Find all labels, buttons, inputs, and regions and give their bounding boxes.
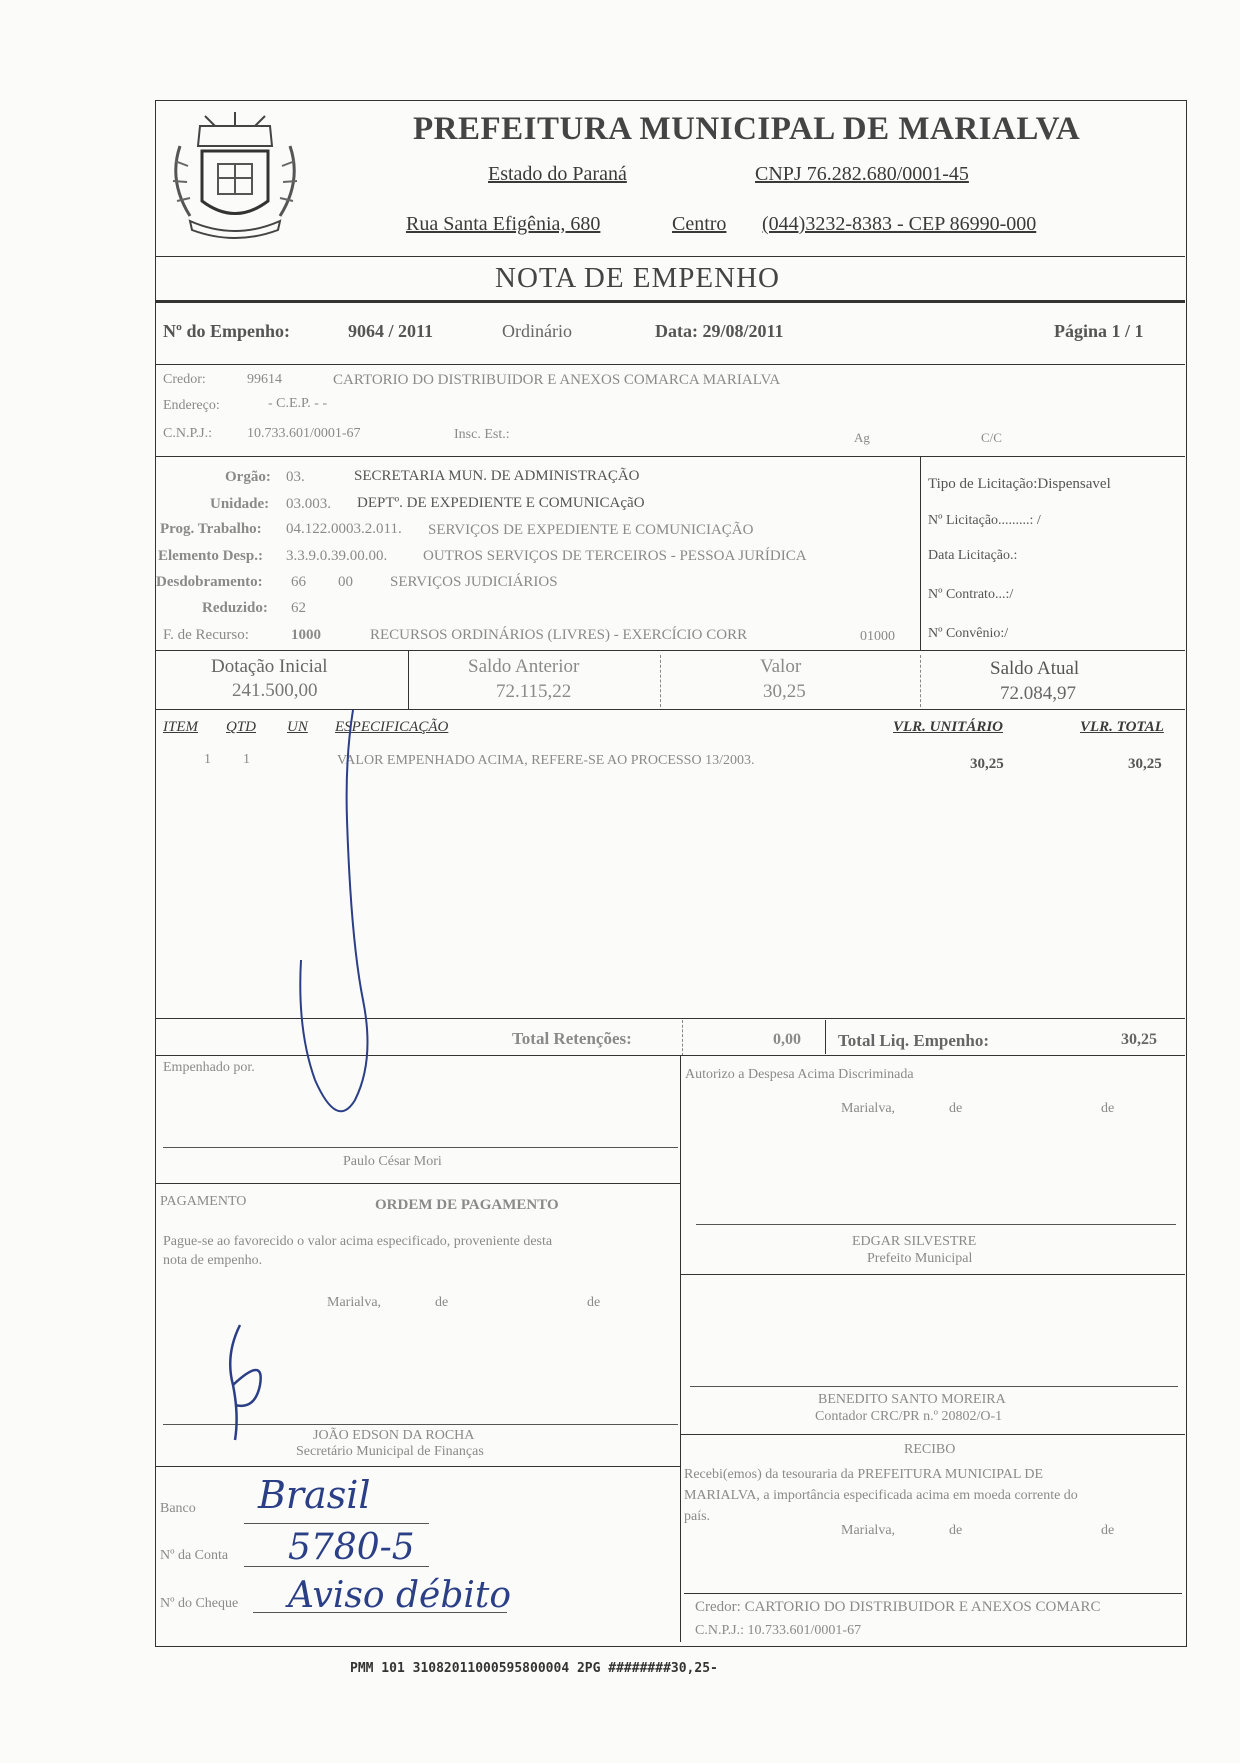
col-vlr-unit-header: VLR. UNITÁRIO <box>893 719 1004 735</box>
numero-licitacao: Nº Licitação.........: / <box>928 513 1041 528</box>
item-qtd: 1 <box>243 752 250 767</box>
autorizo-text: Autorizo a Despesa Acima Discriminada <box>685 1067 914 1082</box>
address-district: Centro <box>672 213 727 235</box>
saldo-atual-label: Saldo Atual <box>990 658 1080 679</box>
empenho-number-label: Nº do Empenho: <box>163 321 290 341</box>
cheque-handwritten: Aviso débito <box>288 1575 512 1616</box>
prefeito-name: EDGAR SILVESTRE <box>852 1234 977 1249</box>
credor-name: CARTORIO DO DISTRIBUIDOR E ANEXOS COMARCA MARIALVA <box>333 372 781 388</box>
recurso-code: 1000 <box>291 627 321 643</box>
empenho-date: Data: 29/08/2011 <box>655 321 784 341</box>
empenhado-name: Paulo César Mori <box>343 1154 442 1169</box>
footer-code: PMM 101 31082011000595800004 2PG ########30,25- <box>350 1661 718 1676</box>
prefeito-title: Prefeito Municipal <box>867 1251 973 1266</box>
reduzido-label: Reduzido: <box>202 600 268 616</box>
col-item-header: ITEM <box>163 719 198 735</box>
orgao-code: 03. <box>286 469 305 485</box>
credor-footer: Credor: CARTORIO DO DISTRIBUIDOR E ANEXOS COMARC <box>695 1599 1101 1615</box>
endereco-label: Endereço: <box>163 398 220 413</box>
contador-title: Contador CRC/PR n.º 20802/O-1 <box>815 1409 1003 1424</box>
signature-stroke <box>295 700 395 1140</box>
desdobramento-desc: SERVIÇOS JUDICIÁRIOS <box>390 574 558 590</box>
col-qtd-header: QTD <box>226 719 257 735</box>
orgao-desc: SECRETARIA MUN. DE ADMINISTRAÇÃO <box>354 468 640 484</box>
recibo-city: Marialva, <box>841 1523 896 1538</box>
recurso-code2: 01000 <box>860 629 895 644</box>
secretario-name: JOÃO EDSON DA ROCHA <box>313 1428 475 1443</box>
pagamento-de1: de <box>435 1295 449 1310</box>
pagamento-de2: de <box>587 1295 601 1310</box>
recurso-desc: RECURSOS ORDINÁRIOS (LIVRES) - EXERCÍCIO CORR <box>370 627 748 643</box>
credor-label: Credor: <box>163 372 206 387</box>
item-description: VALOR EMPENHADO ACIMA, REFERE-SE AO PROCESSO 13/2003. <box>337 753 755 768</box>
ordem-pagamento-label: ORDEM DE PAGAMENTO <box>375 1197 559 1213</box>
col-espec-header: ESPECIFICAÇÃO <box>335 719 449 735</box>
dotacao-inicial-value: 241.500,00 <box>232 680 318 701</box>
pagamento-city: Marialva, <box>327 1295 382 1310</box>
coat-of-arms-logo <box>160 106 310 246</box>
credor-code: 99614 <box>247 372 282 387</box>
col-un-header: UN <box>287 719 308 735</box>
elemento-label: Elemento Desp.: <box>158 548 263 564</box>
orgao-label: Orgão: <box>225 469 271 485</box>
contador-name: BENEDITO SANTO MOREIRA <box>818 1392 1006 1407</box>
page-number: Página 1 / 1 <box>1054 321 1144 341</box>
cnpj-header: CNPJ 76.282.680/0001-45 <box>755 163 969 185</box>
data-licitacao: Data Licitação.: <box>928 548 1018 563</box>
col-vlr-total-header: VLR. TOTAL <box>1080 719 1164 735</box>
prog-trabalho-code: 04.122.0003.2.011. <box>286 521 402 537</box>
item-total-value: 30,25 <box>1128 756 1162 772</box>
item-number: 1 <box>204 752 211 767</box>
conta-corrente-label: C/C <box>981 430 1002 445</box>
recibo-label: RECIBO <box>904 1442 956 1457</box>
cnpj-footer: C.N.P.J.: 10.733.601/0001-67 <box>695 1623 862 1638</box>
recibo-text-line3: país. <box>684 1509 711 1524</box>
conta-label: Nº da Conta <box>160 1548 229 1563</box>
valor-label: Valor <box>760 656 802 677</box>
pague-text-line2: nota de empenho. <box>163 1253 263 1268</box>
agencia-label: Ag <box>854 430 870 445</box>
saldo-anterior-label: Saldo Anterior <box>468 656 580 677</box>
desdobramento-label: Desdobramento: <box>156 574 263 590</box>
autorizo-de2: de <box>1101 1101 1115 1116</box>
recurso-label: F. de Recurso: <box>163 627 249 643</box>
tipo-licitacao: Tipo de Licitação:Dispensavel <box>928 476 1111 492</box>
recibo-de2: de <box>1101 1523 1115 1538</box>
saldo-anterior-value: 72.115,22 <box>496 681 572 702</box>
phone-cep: (044)3232-8383 - CEP 86990-000 <box>762 213 1037 235</box>
numero-contrato: Nº Contrato...:/ <box>928 587 1014 602</box>
numero-convenio: Nº Convênio:/ <box>928 626 1009 641</box>
pagamento-label: PAGAMENTO <box>160 1194 247 1209</box>
secretario-title: Secretário Municipal de Finanças <box>296 1444 484 1459</box>
banco-handwritten: Brasil <box>258 1473 371 1517</box>
autorizo-de1: de <box>949 1101 963 1116</box>
unidade-desc: DEPTº. DE EXPEDIENTE E COMUNICAçãO <box>357 495 645 511</box>
pague-text-line1: Pague-se ao favorecido o valor acima especificado, proveniente desta <box>163 1234 553 1249</box>
empenho-type: Ordinário <box>502 321 572 341</box>
empenho-number: 9064 / 2011 <box>348 321 434 341</box>
total-liq-value: 30,25 <box>1121 1031 1157 1048</box>
item-unit-value: 30,25 <box>970 756 1004 772</box>
unidade-code: 03.003. <box>286 496 331 512</box>
cheque-label: Nº do Cheque <box>160 1596 239 1611</box>
total-liq-label: Total Liq. Empenho: <box>838 1031 989 1050</box>
endereco-value: - C.E.P. - - <box>268 396 328 411</box>
reduzido-value: 62 <box>291 600 306 616</box>
dotacao-inicial-label: Dotação Inicial <box>211 656 328 677</box>
saldo-atual-value: 72.084,97 <box>1000 683 1076 704</box>
state-name: Estado do Paraná <box>488 163 627 185</box>
empenhado-por-label: Empenhado por. <box>163 1060 255 1075</box>
conta-handwritten: 5780-5 <box>288 1527 415 1568</box>
recibo-text-line2: MARIALVA, a importância especificada acima em moeda corrente do <box>684 1488 1078 1503</box>
address-street: Rua Santa Efigênia, 680 <box>406 213 601 235</box>
secretario-signature <box>205 1315 285 1445</box>
recibo-text-line1: Recebi(emos) da tesouraria da PREFEITURA MUNICIPAL DE <box>684 1467 1044 1482</box>
prefeitura-title: PREFEITURA MUNICIPAL DE MARIALVA <box>413 111 1081 147</box>
elemento-code: 3.3.9.0.39.00.00. <box>286 548 388 564</box>
cnpj-value: 10.733.601/0001-67 <box>247 426 361 441</box>
banco-label: Banco <box>160 1501 196 1516</box>
cnpj-label: C.N.P.J.: <box>163 426 213 441</box>
valor-value: 30,25 <box>763 681 806 702</box>
desdobramento-code1: 66 <box>291 574 306 590</box>
total-retencoes-label: Total Retenções: <box>512 1029 632 1048</box>
recibo-de1: de <box>949 1523 963 1538</box>
autorizo-city: Marialva, <box>841 1101 896 1116</box>
elemento-desc: OUTROS SERVIÇOS DE TERCEIROS - PESSOA JURÍDICA <box>423 548 807 564</box>
total-retencoes-value: 0,00 <box>773 1031 801 1048</box>
document-title: NOTA DE EMPENHO <box>495 262 780 294</box>
unidade-label: Unidade: <box>210 496 270 512</box>
prog-trabalho-desc: SERVIÇOS DE EXPEDIENTE E COMUNICIAÇÃO <box>428 522 754 538</box>
desdobramento-code2: 00 <box>338 574 353 590</box>
insc-est-label: Insc. Est.: <box>454 427 510 442</box>
prog-trabalho-label: Prog. Trabalho: <box>160 521 262 537</box>
